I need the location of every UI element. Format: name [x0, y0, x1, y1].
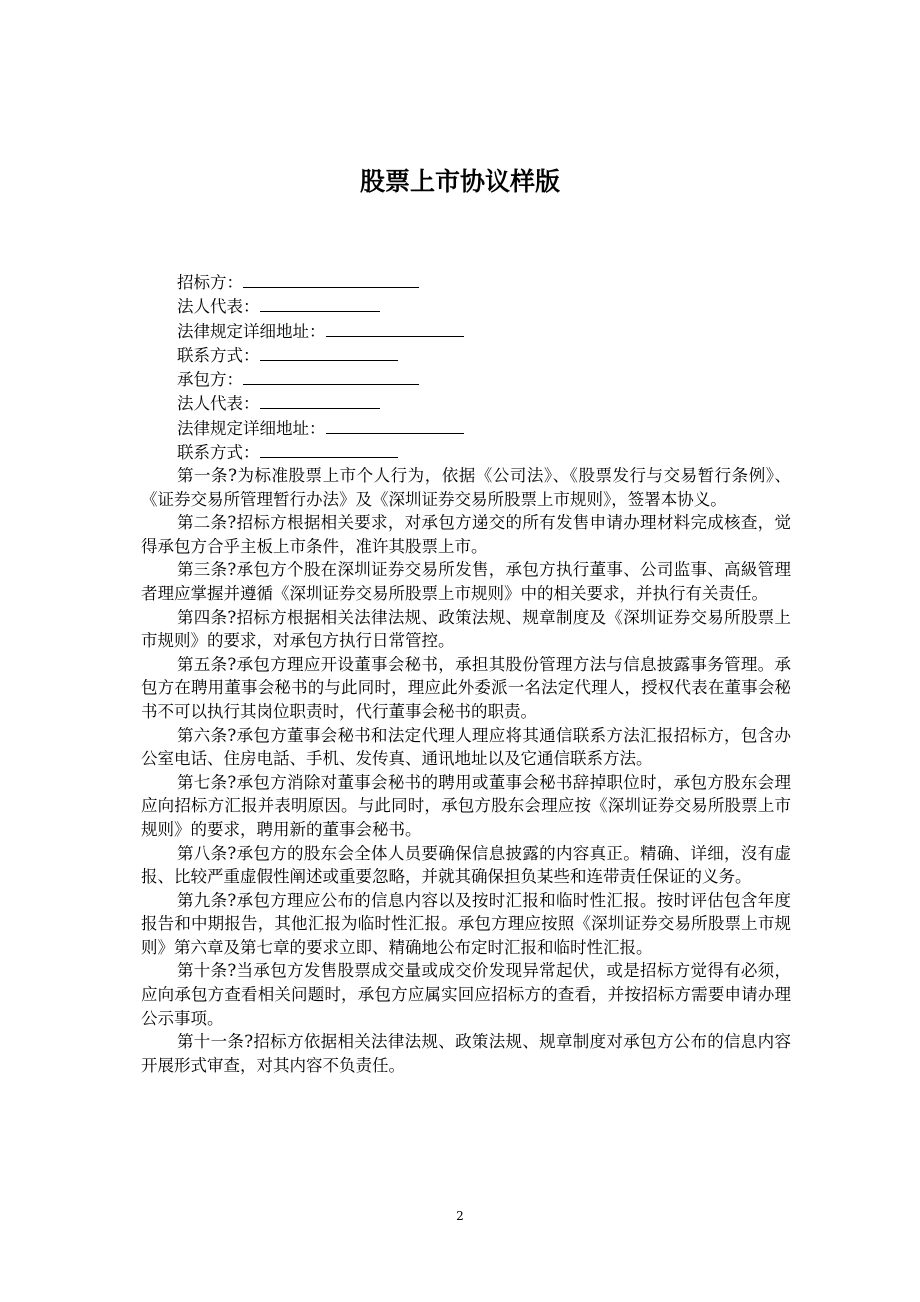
party-fields	[177, 270, 777, 464]
article-3: 第三条?承包方个股在深圳证券交易所发售，承包方执行董事、公司监事、高級管理者理应掌握并遵循《深圳证券交易所股票上市规则》中的相关要求，并执行有关责任。	[141, 560, 791, 603]
field-label: 联系方式：	[177, 443, 260, 463]
field-label: 法律规定详细地址：	[177, 321, 326, 341]
field-blank-line	[243, 270, 419, 288]
field-label: 法人代表：	[177, 394, 260, 414]
article-1: 第一条?为标准股票上市个人行为，依据《公司法》、《股票发行与交易暂行条例》、《证券交易所管理暂行办法》及《深圳证券交易所股票上市规则》，签署本协义。	[141, 466, 791, 509]
article-11: 第十一条?招标方依据相关法律法规、政策法规、规章制度对承包方公布的信息内容开展形式审查，对其内容不负责任。	[141, 1032, 791, 1075]
field-blank-line	[326, 416, 464, 434]
article-list	[141, 464, 791, 1077]
field-label: 法律规定详细地址：	[177, 418, 326, 438]
party-field	[177, 343, 777, 367]
party-field	[177, 391, 777, 415]
field-label: 招标方：	[177, 273, 243, 292]
party-field	[177, 416, 777, 440]
article-7: 第七条?承包方消除对董事会秘书的聘用或董事会秘书辞掉职位时，承包方股东会理应向招标方汇报并表明原因。与此同时，承包方股东会理应按《深圳证券交易所股票上市规则》的要求，聘用新的董事会秘书。	[141, 772, 791, 839]
party-field	[177, 294, 777, 318]
field-blank-line	[326, 319, 464, 337]
field-label: 承包方：	[177, 370, 243, 390]
field-blank-line	[260, 343, 398, 361]
article-5: 第五条?承包方理应开设董事会秘书，承担其股份管理方法与信息披露事务管理。承包方在聘用董事会秘书的与此同时，理应此外委派一名法定代理人，授权代表在董事会秘书不可以执行其岗位职责时，代行董事会秘书的职责。	[141, 654, 791, 721]
party-field	[177, 270, 777, 294]
field-blank-line	[260, 294, 380, 312]
document-title: 股票上市协议样版	[359, 167, 560, 196]
field-label: 联系方式：	[177, 345, 260, 365]
page-number: 2	[456, 1209, 464, 1223]
article-2: 第二条?招标方根据相关要求，对承包方递交的所有发售申请办理材料完成核查，觉得承包方合乎主板上市条件，准许其股票上市。	[141, 513, 791, 556]
article-6: 第六条?承包方董事会秘书和法定代理人理应将其通信联系方法汇报招标方，包含办公室电话、住房电話、手机、发传真、通讯地址以及它通信联系方法。	[141, 725, 791, 769]
article-9: 第九条?承包方理应公布的信息内容以及按时汇报和临时性汇报。按时评估包含年度报告和中期报告，其他汇报为临时性汇报。承包方理应按照《深圳证券交易所股票上市规则》第六章及第七章的要求立即、精确地公布定时汇报和临时性汇报。	[141, 890, 791, 957]
field-blank-line	[243, 367, 419, 385]
article-8: 第八条?承包方的股东会全体人员要确保信息披露的内容真正。精确、详细，沒有虚报、比较严重虚假性阐述或重要忽略，并就其确保担负某些和连带责任保证的义务。	[141, 843, 791, 887]
article-10: 第十条?当承包方发售股票成交量或成交价发现异常起伏，或是招标方觉得有必须，应向承包方查看相关问题时，承包方应属实回应招标方的查看，并按招标方需要申请办理公示事项。	[141, 961, 791, 1028]
party-field	[177, 440, 777, 464]
party-field	[177, 367, 777, 391]
article-4: 第四条?招标方根据相关法律法规、政策法规、规章制度及《深圳证券交易所股票上市规则》的要求，对承包方执行日常管控。	[141, 607, 791, 651]
field-label: 法人代表：	[177, 297, 260, 317]
party-field	[177, 319, 777, 343]
field-blank-line	[260, 440, 398, 458]
field-blank-line	[260, 391, 380, 409]
